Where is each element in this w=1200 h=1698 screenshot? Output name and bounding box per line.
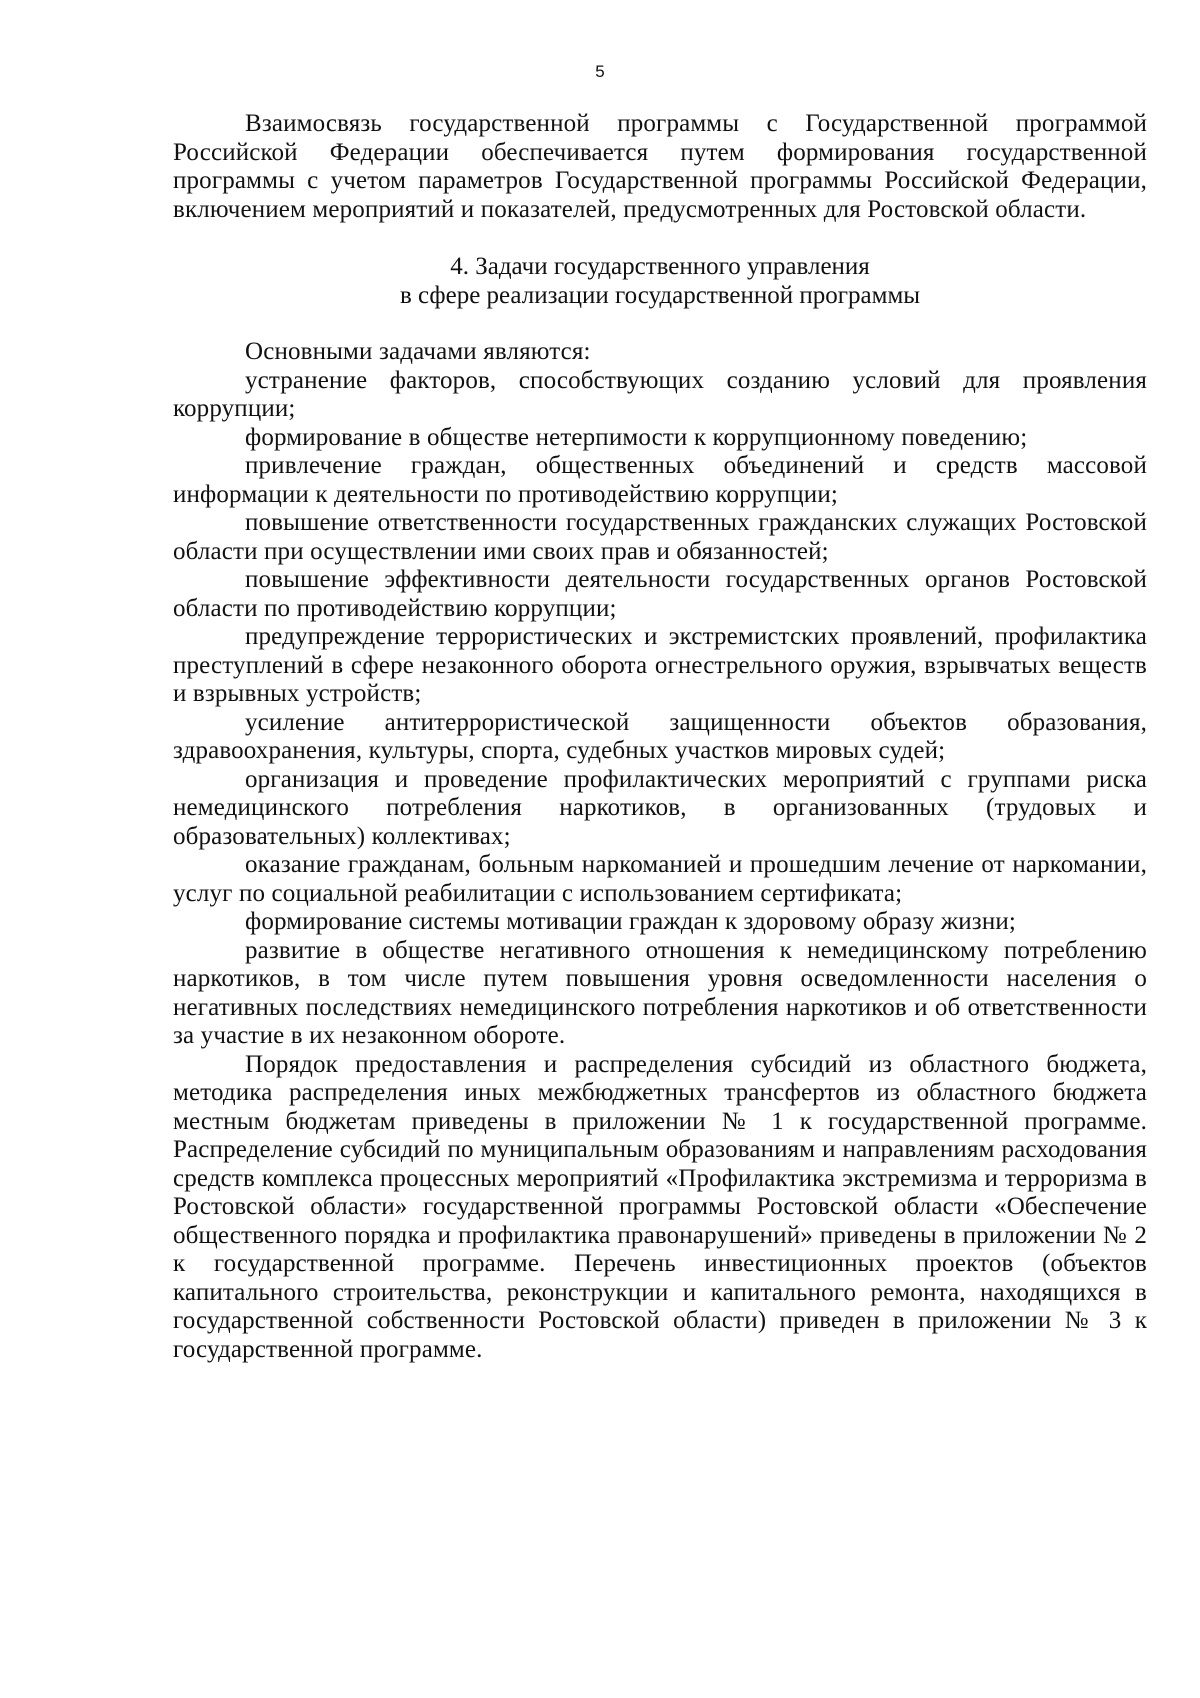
task-item: усиление антитеррористической защищенности объектов образования, здравоохранения, культуры, спорта, судебных участков мировых судей;: [173, 708, 1147, 764]
page-number: 5: [595, 62, 605, 81]
task-item: устранение факторов, способствующих созданию условий для проявления коррупции;: [173, 366, 1147, 422]
section-title-line-1: 4. Задачи государственного управления: [450, 253, 870, 280]
task-item: оказание гражданам, больным наркоманией и прошедшим лечение от наркомании, услуг по социальной реабилитации с использованием сертификата;: [173, 851, 1147, 907]
section-title-line-2: в сфере реализации государственной программы: [399, 282, 921, 309]
task-item: предупреждение террористических и экстремистских проявлений, профилактика преступлений в сфере незаконного оборота огнестрельного оружия, взрывчатых веществ и взрывных устройств;: [173, 623, 1147, 707]
document-body: [173, 110, 1147, 1364]
task-item: развитие в обществе негативного отношения к немедицинскому потреблению наркотиков, в том числе путем повышения уровня осведомленности населения о негативных последствиях немедицинского потребления наркотиков и об ответственности за участие в их незаконном обороте.: [173, 936, 1147, 1049]
task-item: формирование системы мотивации граждан к здоровому образу жизни;: [245, 908, 1016, 935]
task-item: формирование в обществе нетерпимости к коррупционному поведению;: [245, 423, 1028, 451]
section-heading: [173, 252, 1147, 310]
task-item: повышение ответственности государственных гражданских служащих Ростовской области при осуществлении ими своих прав и обязанностей;: [173, 509, 1147, 565]
tasks-intro: Основными задачами являются:: [245, 338, 591, 365]
intro-paragraph: Взаимосвязь государственной программы с Государственной программой Российской Федерации обеспечивается путем формирования государственной программы с учетом параметров Государственной программы Российской Федерации, включением мероприятий и показателей, предусмотренных для Ростовской области.: [173, 110, 1147, 223]
task-item: повышение эффективности деятельности государственных органов Ростовской области по противодействию коррупции;: [173, 566, 1147, 622]
task-item: привлечение граждан, общественных объединений и средств массовой информации к деятельности по противодействию коррупции;: [173, 452, 1147, 508]
task-item: организация и проведение профилактических мероприятий с группами риска немедицинского потребления наркотиков, в организованных (трудовых и образовательных) коллективах;: [173, 765, 1147, 850]
closing-paragraph: Порядок предоставления и распределения субсидий из областного бюджета, методика распределения иных межбюджетных трансфертов из областного бюджета местным бюджетам приведены в приложении № 1 к государственной программе. Распределение субсидий по муниципальным образованиям и направлениям расходования средств комплекса процессных мероприятий «Профилактика экстремизма и терроризма в Ростовской области» государственной программы Ростовской области «Обеспечение общественного порядка и профилактика правонарушений» приведены в приложении № 2 к государственной программе. Перечень инвестиционных проектов (объектов капитального строительства, реконструкции и капитального ремонта, находящихся в государственной собственности Ростовской области) приведен в приложении № 3 к государственной программе.: [173, 1050, 1147, 1363]
